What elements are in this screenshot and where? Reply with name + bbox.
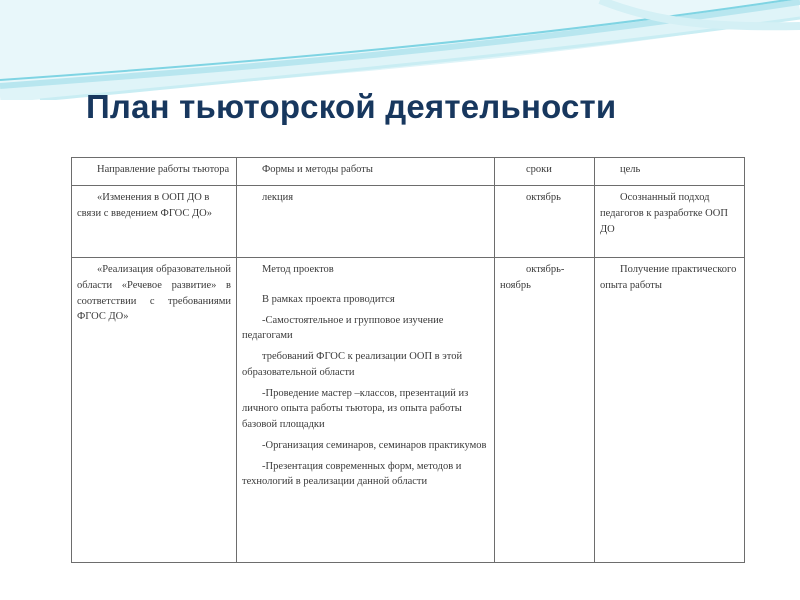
row2-forms-item: -Организация семинаров, семинаров практикумов xyxy=(262,439,487,451)
row2-direction xyxy=(72,258,237,563)
row1-term-text: октябрь xyxy=(526,192,561,203)
row1-direction-text: «Изменения в ООП ДО в связи с введением ФГОС ДО» xyxy=(77,192,212,219)
spacer xyxy=(242,278,489,292)
row1-forms-text: лекция xyxy=(262,192,294,203)
tutor-plan-table xyxy=(71,157,745,563)
row1-forms xyxy=(237,186,495,258)
header-term xyxy=(495,158,595,186)
row2-forms xyxy=(237,258,495,563)
header-goal-text: цель xyxy=(620,164,641,175)
row1-direction xyxy=(72,186,237,258)
row2-forms-item: -Презентация современных форм, методов и технологий в реализации данной области xyxy=(242,460,462,488)
row2-forms-item: требований ФГОС к реализации ООП в этой образовательной области xyxy=(242,351,463,378)
header-term-text: сроки xyxy=(526,164,552,175)
slide-title: План тьюторской деятельности xyxy=(86,88,617,125)
row2-term xyxy=(495,258,595,563)
row1-goal-text: Осознанный подход педагогов к разработке ООП ДО xyxy=(600,192,728,235)
row2-forms-title: Метод проектов xyxy=(262,264,334,275)
decorative-waves xyxy=(0,0,800,100)
table-header-row xyxy=(72,158,745,186)
row2-term-text: октябрь-ноябрь xyxy=(500,264,565,291)
row2-direction-text: «Реализация образовательной области «Речевое развитие» в соответствии с требованиями ФГОС ДО» xyxy=(77,264,231,323)
row2-goal xyxy=(595,258,745,563)
row2-forms-item: В рамках проекта проводится xyxy=(262,293,395,305)
row2-forms-item: -Самостоятельное и групповое изучение педагогами xyxy=(242,314,444,342)
table-row xyxy=(72,258,745,563)
header-forms xyxy=(237,158,495,186)
row1-goal xyxy=(595,186,745,258)
row2-forms-item: -Проведение мастер –классов, презентаций из личного опыта работы тьютора, из опыта работы базовой площадки xyxy=(242,387,469,430)
header-direction xyxy=(72,158,237,186)
header-forms-text: Формы и методы работы xyxy=(262,164,373,175)
row2-goal-text: Получение практического опыта работы xyxy=(600,264,737,291)
header-goal xyxy=(595,158,745,186)
header-direction-text: Направление работы тьютора xyxy=(97,164,230,175)
table-row xyxy=(72,186,745,258)
row1-term xyxy=(495,186,595,258)
